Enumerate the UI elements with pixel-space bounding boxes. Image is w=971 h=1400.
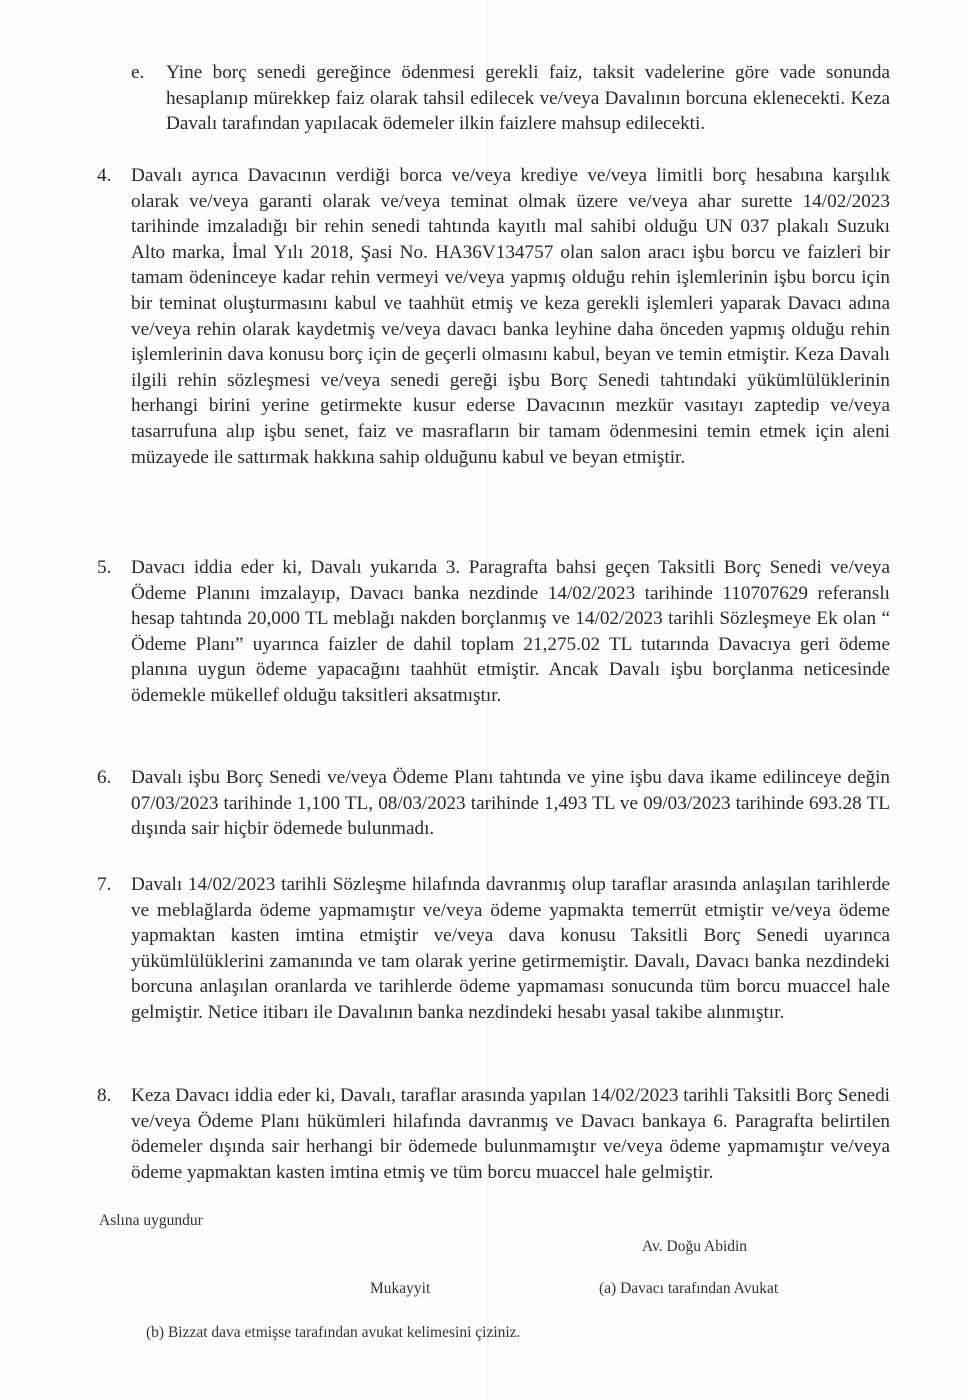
list-marker: e.: [131, 62, 145, 83]
paragraph-text: Keza Davacı iddia eder ki, Davalı, taraflar arasında yapılan 14/02/2023 tarihli Taksitli Borç Senedi ve/veya Ödeme Planı hükümleri hilafında davranmış ve Davacı bankaya 6. Paragrafta belirtilen ödemeler dışında sair herhangi bir ödemede bulunmamıştır ve/veya ödeme yapmamıştır ve/veya ödeme yapmaktan kasten imtina etmiş ve tüm borcu muaccel hale gelmiştir.: [131, 1085, 890, 1183]
paragraph-4: [97, 163, 890, 470]
paragraph-7: [97, 872, 890, 1026]
list-marker: 6.: [97, 767, 112, 788]
paragraph-text: Davacı iddia eder ki, Davalı yukarıda 3. Paragrafta bahsi geçen Taksitli Borç Senedi ve/veya Ödeme Planını imzalayıp, Davacı banka nezdinde 14/02/2023 tarihinde 110707629 referanslı hesap tahtında 20,000 TL meblağı nakden borçlanmış ve 14/02/2023 tarihli Sözleşmeye Ek olan “ Ödeme Planı” uyarınca faizler de dahil toplam 21,275.02 TL tutarında Davacıya geri ödeme planına uygun ödeme yapacağını taahhüt etmiştir. Ancak Davalı işbu borçlanma neticesinde ödemekle mükellef olduğu taksitleri aksatmıştır.: [131, 557, 890, 706]
list-marker: 5.: [97, 557, 112, 578]
paragraph-6: [97, 765, 890, 842]
list-marker: 7.: [97, 874, 112, 895]
certified-copy-label: Aslına uygundur: [99, 1212, 203, 1229]
paragraph-3e: [131, 60, 890, 137]
paragraph-text: Davalı işbu Borç Senedi ve/veya Ödeme Planı tahtında ve yine işbu dava ikame edilinceye değin 07/03/2023 tarihinde 1,100 TL, 08/03/2023 tarihinde 1,493 TL ve 09/03/2023 tarihinde 693.28 TL dışında sair hiçbir ödemede bulunmadı.: [131, 767, 890, 840]
paragraph-text: Davalı ayrıca Davacının verdiği borca ve/veya krediye ve/veya limitli borç hesabına karşılık olarak ve/veya garanti olarak ve/veya teminat olmak üzere ve/veya ahar surette 14/02/2023 tarihinde imzaladığı bir rehin senedi tahtında kayıtlı mal sahibi olduğu UN 037 plakalı Suzukı Alto marka, İmal Yılı 2018, Şasi No. HA36V134757 olan salon aracı işbu borcu ve faizleri bir tamam ödeninceye kadar rehin vermeyi ve/veya yapmış olduğu rehin işlemlerinin işbu borcu için bir teminat oluşturmasını kabul ve taahhüt etmiş ve keza gerekli işlemleri yaparak Davacı adına ve/veya rehin olarak kaydetmiş ve/veya davacı banka leyhine daha önceden yapmış olduğu rehin işlemlerinin dava konusu borç için de geçerli olmasını kabul, beyan ve temin etmiştir. Keza Davalı ilgili rehin sözleşmesi ve/veya senedi gereği işbu Borç Senedi tahtındaki yükümlülüklerinin herhangi birini yerine getirmekte kusur ederse Davacının mezkür vasıtayı zaptedip ve/veya tasarrufuna alıp işbu senet, faiz ve masrafların bir tamam ödenmesini temin etmek için aleni müzayede ile sattırmak hakkına sahip olduğunu kabul ve beyan etmiştir.: [131, 165, 890, 468]
footnote: (b) Bizzat dava etmişse tarafından avukat kelimesini çiziniz.: [146, 1324, 521, 1341]
paragraph-text: Davalı 14/02/2023 tarihli Sözleşme hilafında davranmış olup taraflar arasında anlaşılan tarihlerde ve meblağlarda ödeme yapmamıştır ve/veya ödeme yapmakta temerrüt etmiştir ve/veya ödeme yapmaktan kasten imtina etmiştir ve/veya dava konusu Taksitli Borç Senedi uyarınca yükümlülüklerini zamanında ve tam olarak yerine getirmemiştir. Davalı, Davacı banka nezdindeki borcuna anlaşılan oranlarda ve tarihlerde ödeme yapmaması sonucunda tüm borcu muaccel hale gelmiştir. Netice itibarı ile Davalının banka nezdindeki hesabı yasal takibe alınmıştır.: [131, 874, 890, 1023]
paragraph-5: [97, 555, 890, 709]
paragraph-8: [97, 1083, 890, 1185]
paragraph-text: Yine borç senedi gereğince ödenmesi gerekli faiz, taksit vadelerine göre vade sonunda hesaplanıp mürekkep faiz olarak tahsil edilecek ve/veya Davalının borcuna eklenecekti. Keza Davalı tarafından yapılacak ödemeler ilkin faizlere mahsup edilecekti.: [166, 62, 890, 135]
list-marker: 8.: [97, 1085, 112, 1106]
list-marker: 4.: [97, 165, 112, 186]
lawyer-role: (a) Davacı tarafından Avukat: [599, 1280, 779, 1297]
registrar-label: Mukayyit: [370, 1280, 431, 1297]
lawyer-name: Av. Doğu Abidin: [642, 1238, 748, 1255]
